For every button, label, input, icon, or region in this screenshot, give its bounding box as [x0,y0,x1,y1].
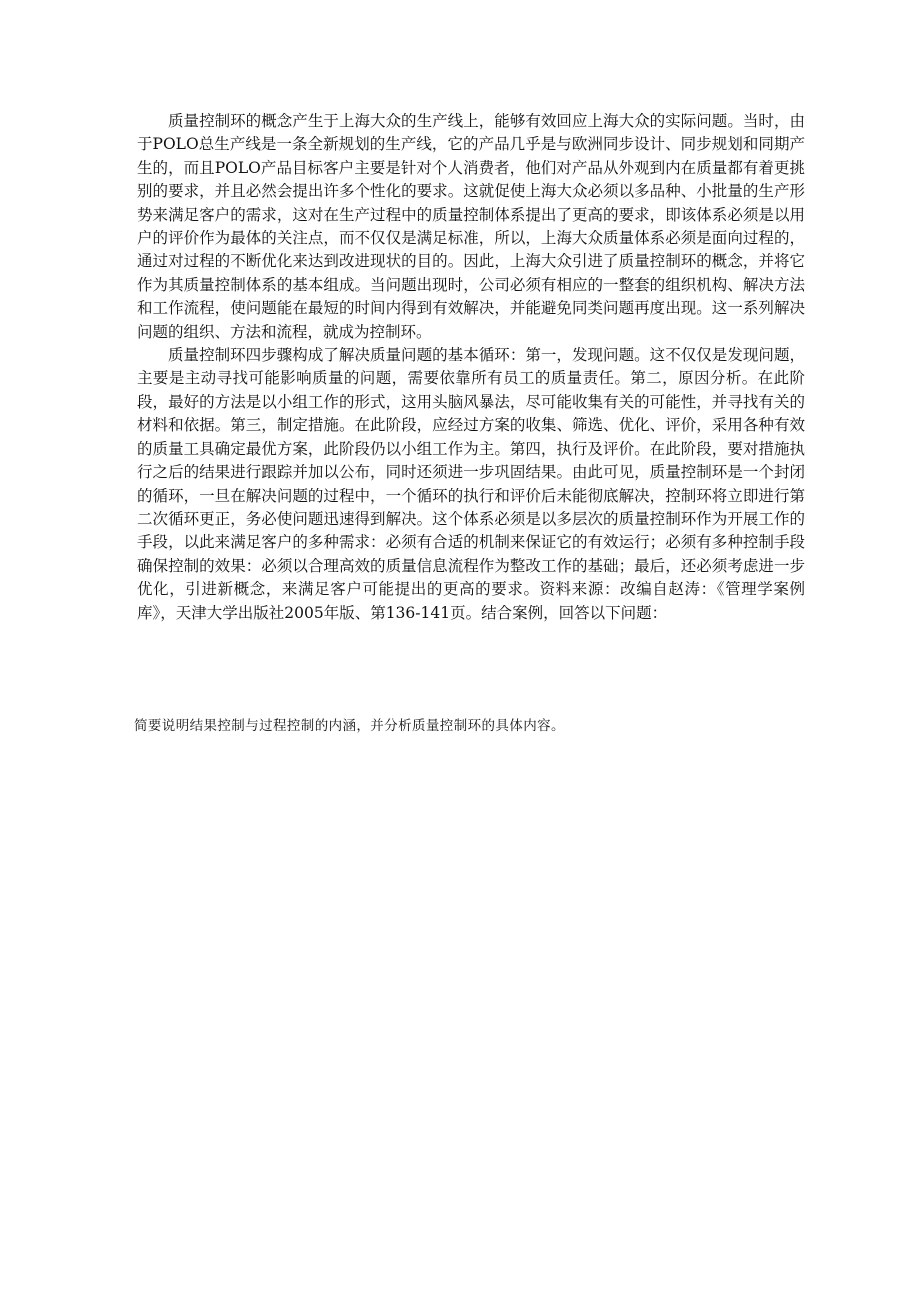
paragraph-four-steps: 质量控制环四步骤构成了解决质量问题的基本循环：第一，发现问题。这不仅仅是发现问题，主要是主动寻找可能影响质量的问题，需要依靠所有员工的质量责任。第二，原因分析。在此阶段，最好的方法是以小组工作的形式，这用头脑风暴法，尽可能收集有关的可能性，并寻找有关的材料和依据。第三，制定措施。在此阶段，应经过方案的收集、筛选、优化、评价，采用各种有效的质量工具确定最优方案，此阶段仍以小组工作为主。第四，执行及评价。在此阶段，要对措施执行之后的结果进行跟踪并加以公布，同时还须进一步巩固结果。由此可见，质量控制环是一个封闭的循环，一旦在解决问题的过程中，一个循环的执行和评价后未能彻底解决，控制环将立即进行第二次循环更正，务必使问题迅速得到解决。这个体系必须是以多层次的质量控制环作为开展工作的手段，以此来满足客户的多种需求：必须有合适的机制来保证它的有效运行；必须有多种控制手段确保控制的效果：必须以合理高效的质量信息流程作为整改工作的基础；最后，还必须考虑进一步优化，引进新概念，来满足客户可能提出的更高的要求。资料来源：改编自赵涛：《管理学案例库》，天津大学出版社2005年版、第136-141页。结合案例，回答以下问题： [137,346,805,622]
case-text [137,110,805,625]
paragraph-background: 质量控制环的概念产生于上海大众的生产线上，能够有效回应上海大众的实际问题。当时，由于POLO总生产线是一条全新规划的生产线，它的产品几乎是与欧洲同步设计、同步规划和同期产生的，而且POLO产品目标客户主要是针对个人消费者，他们对产品从外观到内在质量都有着更挑别的要求，并且必然会提出许多个性化的要求。这就促使上海大众必须以多品种、小批量的生产形势来满足客户的需求，这对在生产过程中的质量控制体系提出了更高的要求，即该体系必须是以用户的评价作为最体的关注点，而不仅仅是满足标准，所以，上海大众质量体系必须是面向过程的，通过对过程的不断优化来达到改进现状的目的。因此，上海大众引进了质量控制环的概念，并将它作为其质量控制体系的基本组成。当问题出现时，公司必须有相应的一整套的组织机构、解决方法和工作流程，使问题能在最短的时间内得到有效解决，并能避免同类问题再度出现。这一系列解决问题的组织、方法和流程，就成为控制环。 [137,112,805,341]
question-text: 简要说明结果控制与过程控制的内涵，并分析质量控制环的具体内容。 [134,718,565,734]
